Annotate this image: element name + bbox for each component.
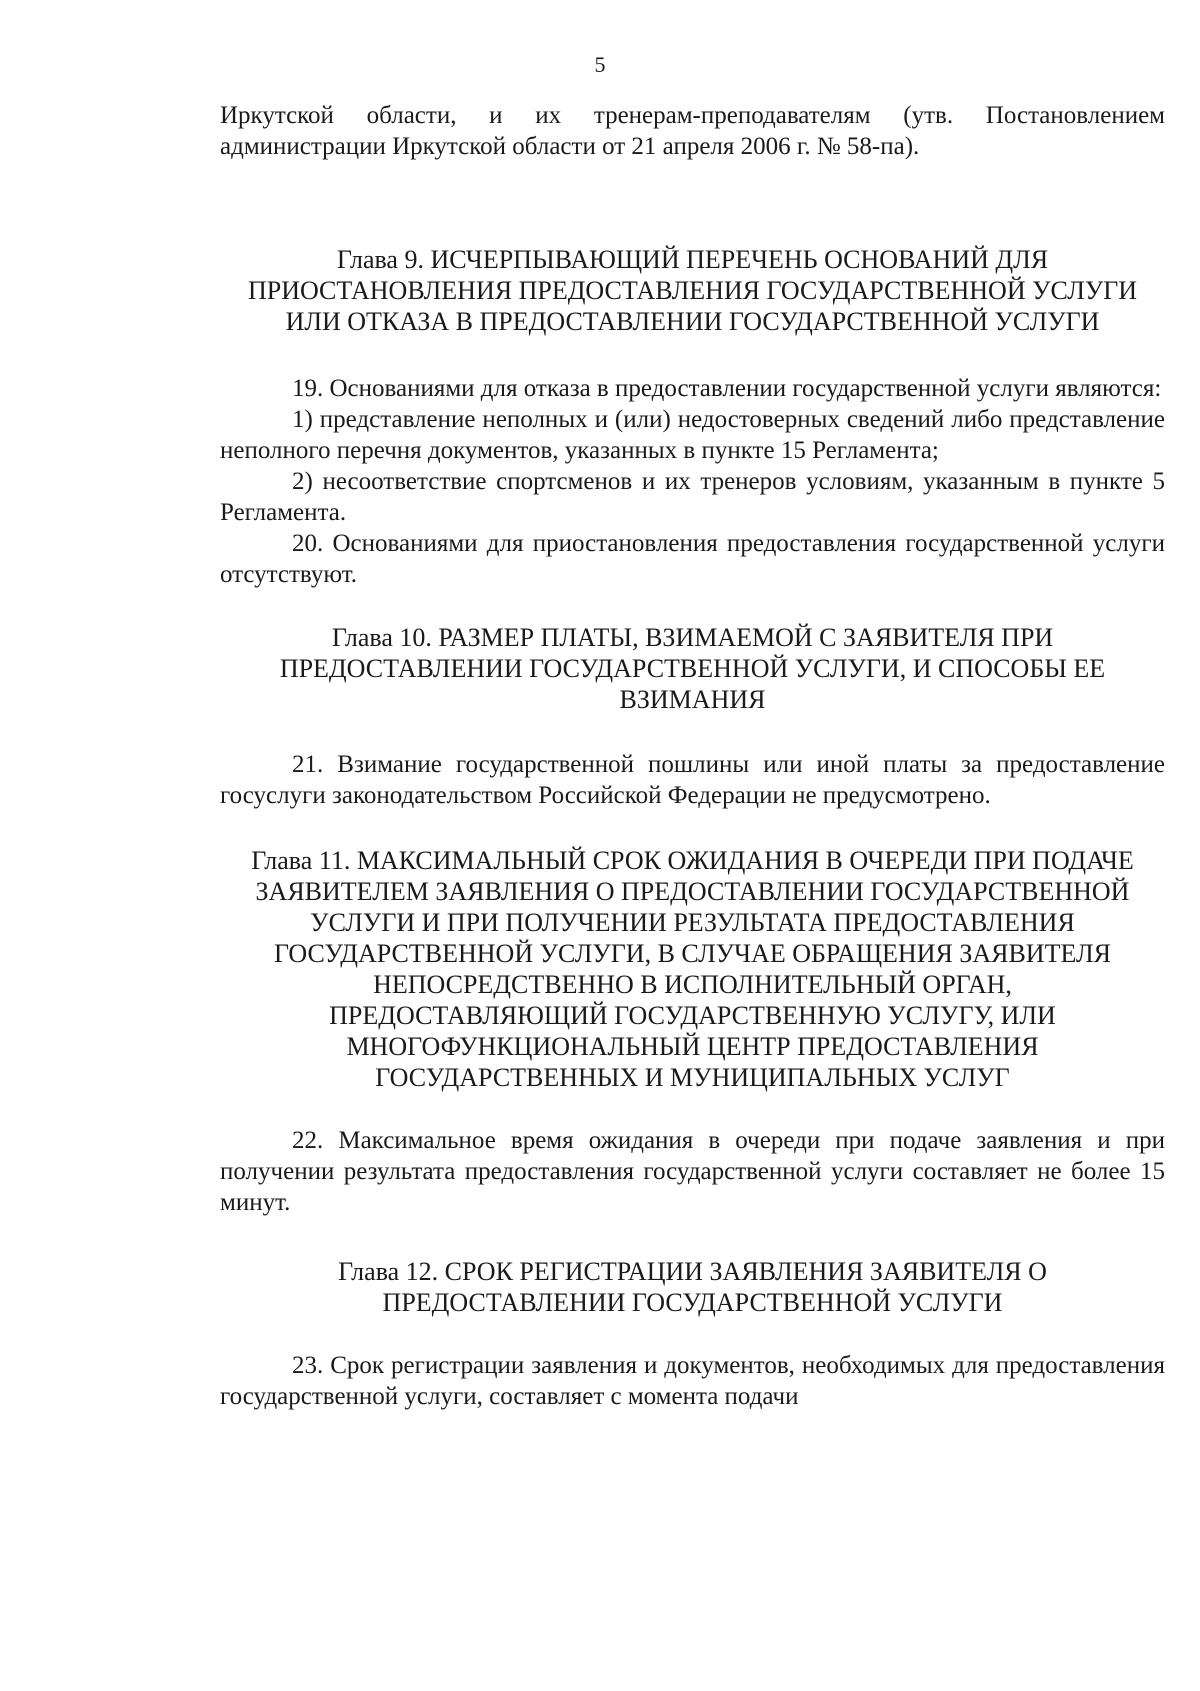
chapter-10-heading: Глава 10. РАЗМЕР ПЛАТЫ, ВЗИМАЕМОЙ С ЗАЯВИТЕЛЯ ПРИ ПРЕДОСТАВЛЕНИИ ГОСУДАРСТВЕННОЙ УСЛУГИ, И СПОСОБЫ ЕЕ ВЗИМАНИЯ xyxy=(279,623,1106,714)
chapter-9-heading: Глава 9. ИСЧЕРПЫВАЮЩИЙ ПЕРЕЧЕНЬ ОСНОВАНИЙ ДЛЯ ПРИОСТАНОВЛЕНИЯ ПРЕДОСТАВЛЕНИЯ ГОСУДАРСТВЕННОЙ УСЛУГИ ИЛИ ОТКАЗА В ПРЕДОСТАВЛЕНИИ ГОСУДАРСТВЕННОЙ УСЛУГИ xyxy=(247,245,1138,336)
paragraph-22: 22. Максимальное время ожидания в очереди при подаче заявления и при получении результата предоставления государственной услуги составляет не более 15 минут. xyxy=(220,1127,1165,1216)
paragraph-19-item-2: 2) несоответствие спортсменов и их тренеров условиям, указанным в пункте 5 Регламента. xyxy=(220,468,1165,526)
paragraph-19-item-1: 1) представление неполных и (или) недостоверных сведений либо представление неполного перечня документов, указанных в пункте 15 Регламента; xyxy=(220,406,1165,464)
paragraph-19: 19. Основаниями для отказа в предоставлении государственной услуги являются: xyxy=(292,375,1162,402)
intro-paragraph: Иркутской области, и их тренерам-преподавателям (утв. Постановлением администрации Иркутской области от 21 апреля 2006 г. № 58-па). xyxy=(220,102,1165,160)
paragraph-23: 23. Срок регистрации заявления и документов, необходимых для предоставления государственной услуги, составляет с момента подачи xyxy=(220,1352,1165,1410)
page-number: 5 xyxy=(594,52,606,77)
document-body xyxy=(220,100,1165,1412)
paragraph-21: 21. Взимание государственной пошлины или иной платы за предоставление госуслуги законодательством Российской Федерации не предусмотрено. xyxy=(220,751,1165,809)
chapter-12-heading: Глава 12. СРОК РЕГИСТРАЦИИ ЗАЯВЛЕНИЯ ЗАЯВИТЕЛЯ О ПРЕДОСТАВЛЕНИИ ГОСУДАРСТВЕННОЙ УСЛУГИ xyxy=(338,1257,1047,1317)
paragraph-20: 20. Основаниями для приостановления предоставления государственной услуги отсутствуют. xyxy=(220,530,1165,588)
chapter-11-heading: Глава 11. МАКСИМАЛЬНЫЙ СРОК ОЖИДАНИЯ В ОЧЕРЕДИ ПРИ ПОДАЧЕ ЗАЯВИТЕЛЕМ ЗАЯВЛЕНИЯ О ПРЕДОСТАВЛЕНИИ ГОСУДАРСТВЕННОЙ УСЛУГИ И ПРИ ПОЛУЧЕНИИ РЕЗУЛЬТАТА ПРЕДОСТАВЛЕНИЯ ГОСУДАРСТВЕННОЙ УСЛУГИ, В СЛУЧАЕ ОБРАЩЕНИЯ ЗАЯВИТЕЛЯ НЕПОСРЕДСТВЕННО В ИСПОЛНИТЕЛЬНЫЙ ОРГАН, ПРЕДОСТАВЛЯЮЩИЙ ГОСУДАРСТВЕННУЮ УСЛУГУ, ИЛИ МНОГОФУНКЦИОНАЛЬНЫЙ ЦЕНТР ПРЕДОСТАВЛЕНИЯ ГОСУДАРСТВЕННЫХ И МУНИЦИПАЛЬНЫХ УСЛУГ xyxy=(251,846,1134,1092)
